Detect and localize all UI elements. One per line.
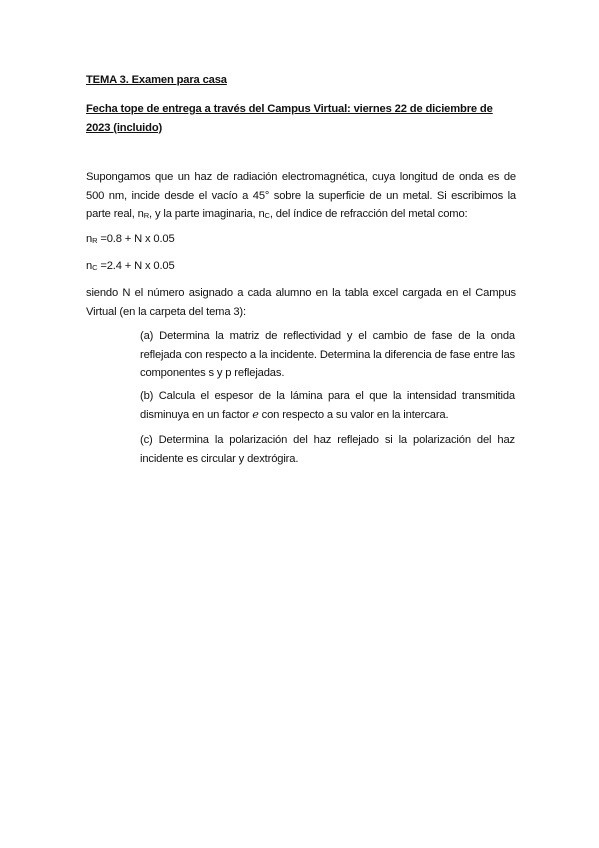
intro-text-part2: , y la parte imaginaria, n [149,208,265,220]
intro-text-part3: , del índice de refracción del metal como: [269,208,468,220]
question-b-symbol: e [252,407,259,421]
document-title: TEMA 3. Examen para casa [86,74,227,86]
question-b-text-end: con respecto a su valor en la intercara. [258,408,449,421]
equation-nr-value: =0.8 + N x 0.05 [97,233,175,245]
equation-nc-subscript: C [92,263,98,272]
equation-nc-value: =2.4 + N x 0.05 [97,260,175,272]
equation-nr [86,230,516,251]
question-b-text-start: (b) Calcula el espesor de la lámina para el que la intensidad transmitida disminuya en un factor [140,390,515,421]
equation-nr-subscript: R [92,236,98,245]
equation-nr-symbol: n [86,233,93,245]
intro-text-part1: Supongamos que un haz de radiación electromagnética, cuya longitud de onda es de 500 nm, incide desde el vacío a 45° sobre la superficie de un metal. Si escribimos la parte real, n [86,171,516,220]
question-a: (a) Determina la matriz de reflectividad y el cambio de fase de la onda reflejada con respecto a la incidente. Determina la diferencia de fase entre las componentes s y p reflejadas. [140,330,515,379]
intro-paragraph [86,168,516,226]
note-paragraph: siendo N el número asignado a cada alumno en la tabla excel cargada en el Campus Virtual (en la carpeta del tema 3): [86,287,516,318]
equation-nc [86,257,516,278]
subscript-r: R [143,211,150,220]
question-b [140,387,515,424]
subscript-c: C [264,211,270,220]
equation-nc-symbol: n [86,260,93,272]
question-c: (c) Determina la polarización del haz reflejado si la polarización del haz incidente es circular y dextrógira. [140,434,515,465]
deadline-text: Fecha tope de entrega a través del Campus Virtual: viernes 22 de diciembre de 2023 (incluido) [86,103,493,134]
